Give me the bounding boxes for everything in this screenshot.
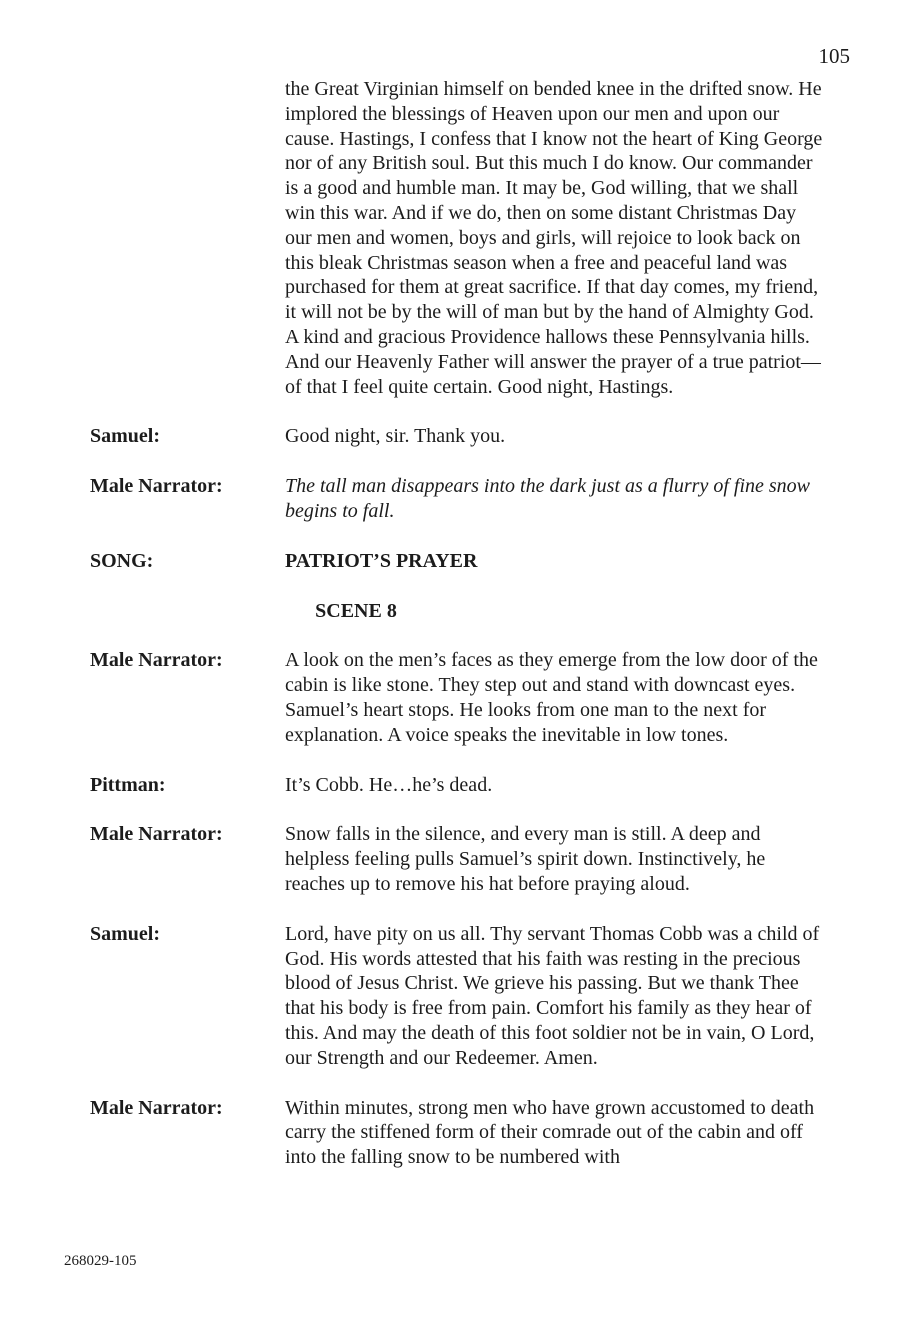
speaker-name: Male Narrator:	[90, 1096, 223, 1119]
dialogue-text: Within minutes, strong men who have grown accustomed to death carry the stiffened form of their comrade out of the cabin and off into the falling snow to be numbered with	[285, 1096, 815, 1169]
speaker-name: Male Narrator:	[90, 649, 223, 672]
script-entry	[0, 1096, 900, 1170]
song-label: SONG:	[90, 549, 154, 572]
script-entry	[0, 922, 900, 1071]
script-entry	[0, 424, 900, 449]
dialogue-text: Lord, have pity on us all. Thy servant Thomas Cobb was a child of God. His words attested that his faith was resting in the precious blood of Jesus Christ. We grieve his passing. But we thank Thee that his body is free from pain. Comfort his family as they hear of this. And may the death of this foot soldier not be in vain, O Lord, our Strength and our Redeemer. Amen.	[285, 922, 820, 1069]
footer-code: 268029-105	[64, 1253, 137, 1269]
song-title: PATRIOT’S PRAYER	[285, 549, 478, 572]
script-entry	[0, 474, 900, 524]
speaker-name: Male Narrator:	[90, 823, 223, 846]
speaker-name: Samuel:	[90, 922, 160, 945]
speaker-name: Samuel:	[90, 425, 160, 448]
speaker-name: Male Narrator:	[90, 475, 223, 498]
dialogue-text: Good night, sir. Thank you.	[285, 425, 506, 448]
dialogue-text: A look on the men’s faces as they emerge from the low door of the cabin is like stone. They step out and stand with downcast eyes. Samuel’s heart stops. He looks from one man to the next for explanation. A voice speaks the inevitable in low tones.	[285, 649, 818, 746]
script-entry	[0, 822, 900, 896]
page-number: 105	[818, 44, 850, 68]
script-entry-song	[0, 549, 900, 574]
speaker-name-empty	[0, 77, 285, 399]
dialogue-text: Snow falls in the silence, and every man is still. A deep and helpless feeling pulls Samuel’s spirit down. Instinctively, he reaches up to remove his hat before praying aloud.	[285, 823, 766, 895]
dialogue-text: It’s Cobb. He…he’s dead.	[285, 773, 493, 796]
scene-heading: SCENE 8	[315, 599, 397, 622]
script-entry	[0, 648, 900, 747]
script-entry	[0, 773, 900, 798]
script-body	[0, 77, 900, 1195]
stage-direction-text: The tall man disappears into the dark just as a flurry of fine snow begins to fall.	[285, 475, 811, 522]
dialogue-text: the Great Virginian himself on bended knee in the drifted snow. He implored the blessings of Heaven upon our men and upon our cause. Hastings, I confess that I know not the heart of King George nor of any British soul. But this much I do know. Our commander is a good and humble man. It may be, God willing, that we shall win this war. And if we do, then on some distant Christmas Day our men and women, boys and girls, will rejoice to look back on this bleak Christmas season when a free and peaceful land was purchased for them at great sacrifice. If that day comes, my friend, it will not be by the will of man but by the hand of Almighty God. A kind and gracious Providence hallows these Pennsylvania hills. And our Heavenly Father will answer the prayer of a true patriot—of that I feel quite certain. Good night, Hastings.	[285, 78, 823, 398]
script-entry-continued	[0, 77, 900, 399]
speaker-name: Pittman:	[90, 773, 166, 796]
